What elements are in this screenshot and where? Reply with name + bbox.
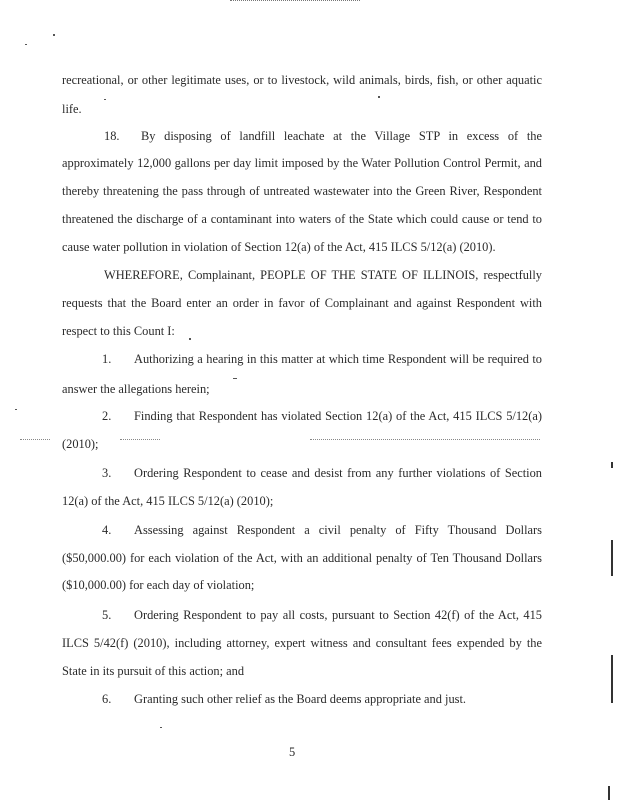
scan-speck	[104, 99, 106, 100]
scan-artifact-dots	[20, 439, 50, 441]
page-number: 5	[289, 745, 296, 759]
wherefore-line: WHEREFORE, Complainant, PEOPLE OF THE STATE OF ILLINOIS, respectfully	[104, 268, 542, 282]
item-line: 12(a) of the Act, 415 ILCS 5/12(a) (2010);	[62, 494, 274, 508]
paragraph-number: 18.	[104, 129, 120, 143]
wherefore-line: requests that the Board enter an order in favor of Complainant and against Respondent with	[62, 296, 542, 310]
item-number: 3.	[102, 466, 112, 480]
scan-artifact-dots	[310, 439, 540, 441]
item-line: ($10,000.00) for each day of violation;	[62, 578, 255, 592]
paragraph-18-line: thereby threatening the pass through of untreated wastewater into the Green River, Respondent	[62, 184, 542, 198]
item-number: 6.	[102, 692, 112, 706]
item-line: Ordering Respondent to pay all costs, pursuant to Section 42(f) of the Act, 415	[134, 608, 542, 622]
item-line: Assessing against Respondent a civil penalty of Fifty Thousand Dollars	[134, 523, 542, 537]
paragraph-18-line: cause water pollution in violation of Section 12(a) of the Act, 415 ILCS 5/12(a) (2010).	[62, 240, 496, 254]
item-line: ($50,000.00) for each violation of the Act, with an additional penalty of Ten Thousand Dollars	[62, 551, 542, 565]
scan-speck	[25, 44, 27, 45]
item-line: State in its pursuit of this action; and	[62, 664, 245, 678]
continued-text-line: life.	[62, 102, 82, 116]
item-line: Granting such other relief as the Board deems appropriate and just.	[134, 692, 467, 706]
paragraph-18-line: approximately 12,000 gallons per day limit imposed by the Water Pollution Control Permit, and	[62, 156, 542, 170]
paragraph-18-line: threatened the discharge of a contaminant into waters of the State which could cause or tend to	[62, 212, 542, 226]
item-line: answer the allegations herein;	[62, 382, 210, 396]
item-line: Ordering Respondent to cease and desist from any further violations of Section	[134, 466, 542, 480]
scan-speck	[15, 409, 17, 410]
scan-artifact-top	[230, 0, 360, 3]
scan-speck	[378, 96, 380, 98]
item-number: 2.	[102, 409, 112, 423]
wherefore-line: respect to this Count I:	[62, 324, 175, 338]
scan-speck	[189, 338, 191, 340]
item-number: 4.	[102, 523, 112, 537]
item-number: 1.	[102, 352, 112, 366]
item-line: Finding that Respondent has violated Section 12(a) of the Act, 415 ILCS 5/12(a)	[134, 409, 542, 423]
continued-text-line: recreational, or other legitimate uses, or to livestock, wild animals, birds, fish, or other aquatic	[62, 73, 542, 87]
item-number: 5.	[102, 608, 112, 622]
scan-speck	[233, 378, 237, 379]
paragraph-18-line: By disposing of landfill leachate at the Village STP in excess of the	[141, 129, 542, 143]
item-line: (2010);	[62, 437, 99, 451]
scan-artifact-bar	[611, 540, 613, 576]
scan-speck	[53, 34, 55, 36]
item-line: Authorizing a hearing in this matter at which time Respondent will be required to	[134, 352, 542, 366]
scan-artifact-bar	[608, 786, 610, 800]
scan-artifact-bar	[611, 655, 613, 703]
scan-artifact-dots	[120, 439, 160, 441]
scan-speck	[160, 727, 162, 728]
scan-artifact-bar	[611, 462, 613, 468]
item-line: ILCS 5/42(f) (2010), including attorney, expert witness and consultant fees expended by the	[62, 636, 542, 650]
